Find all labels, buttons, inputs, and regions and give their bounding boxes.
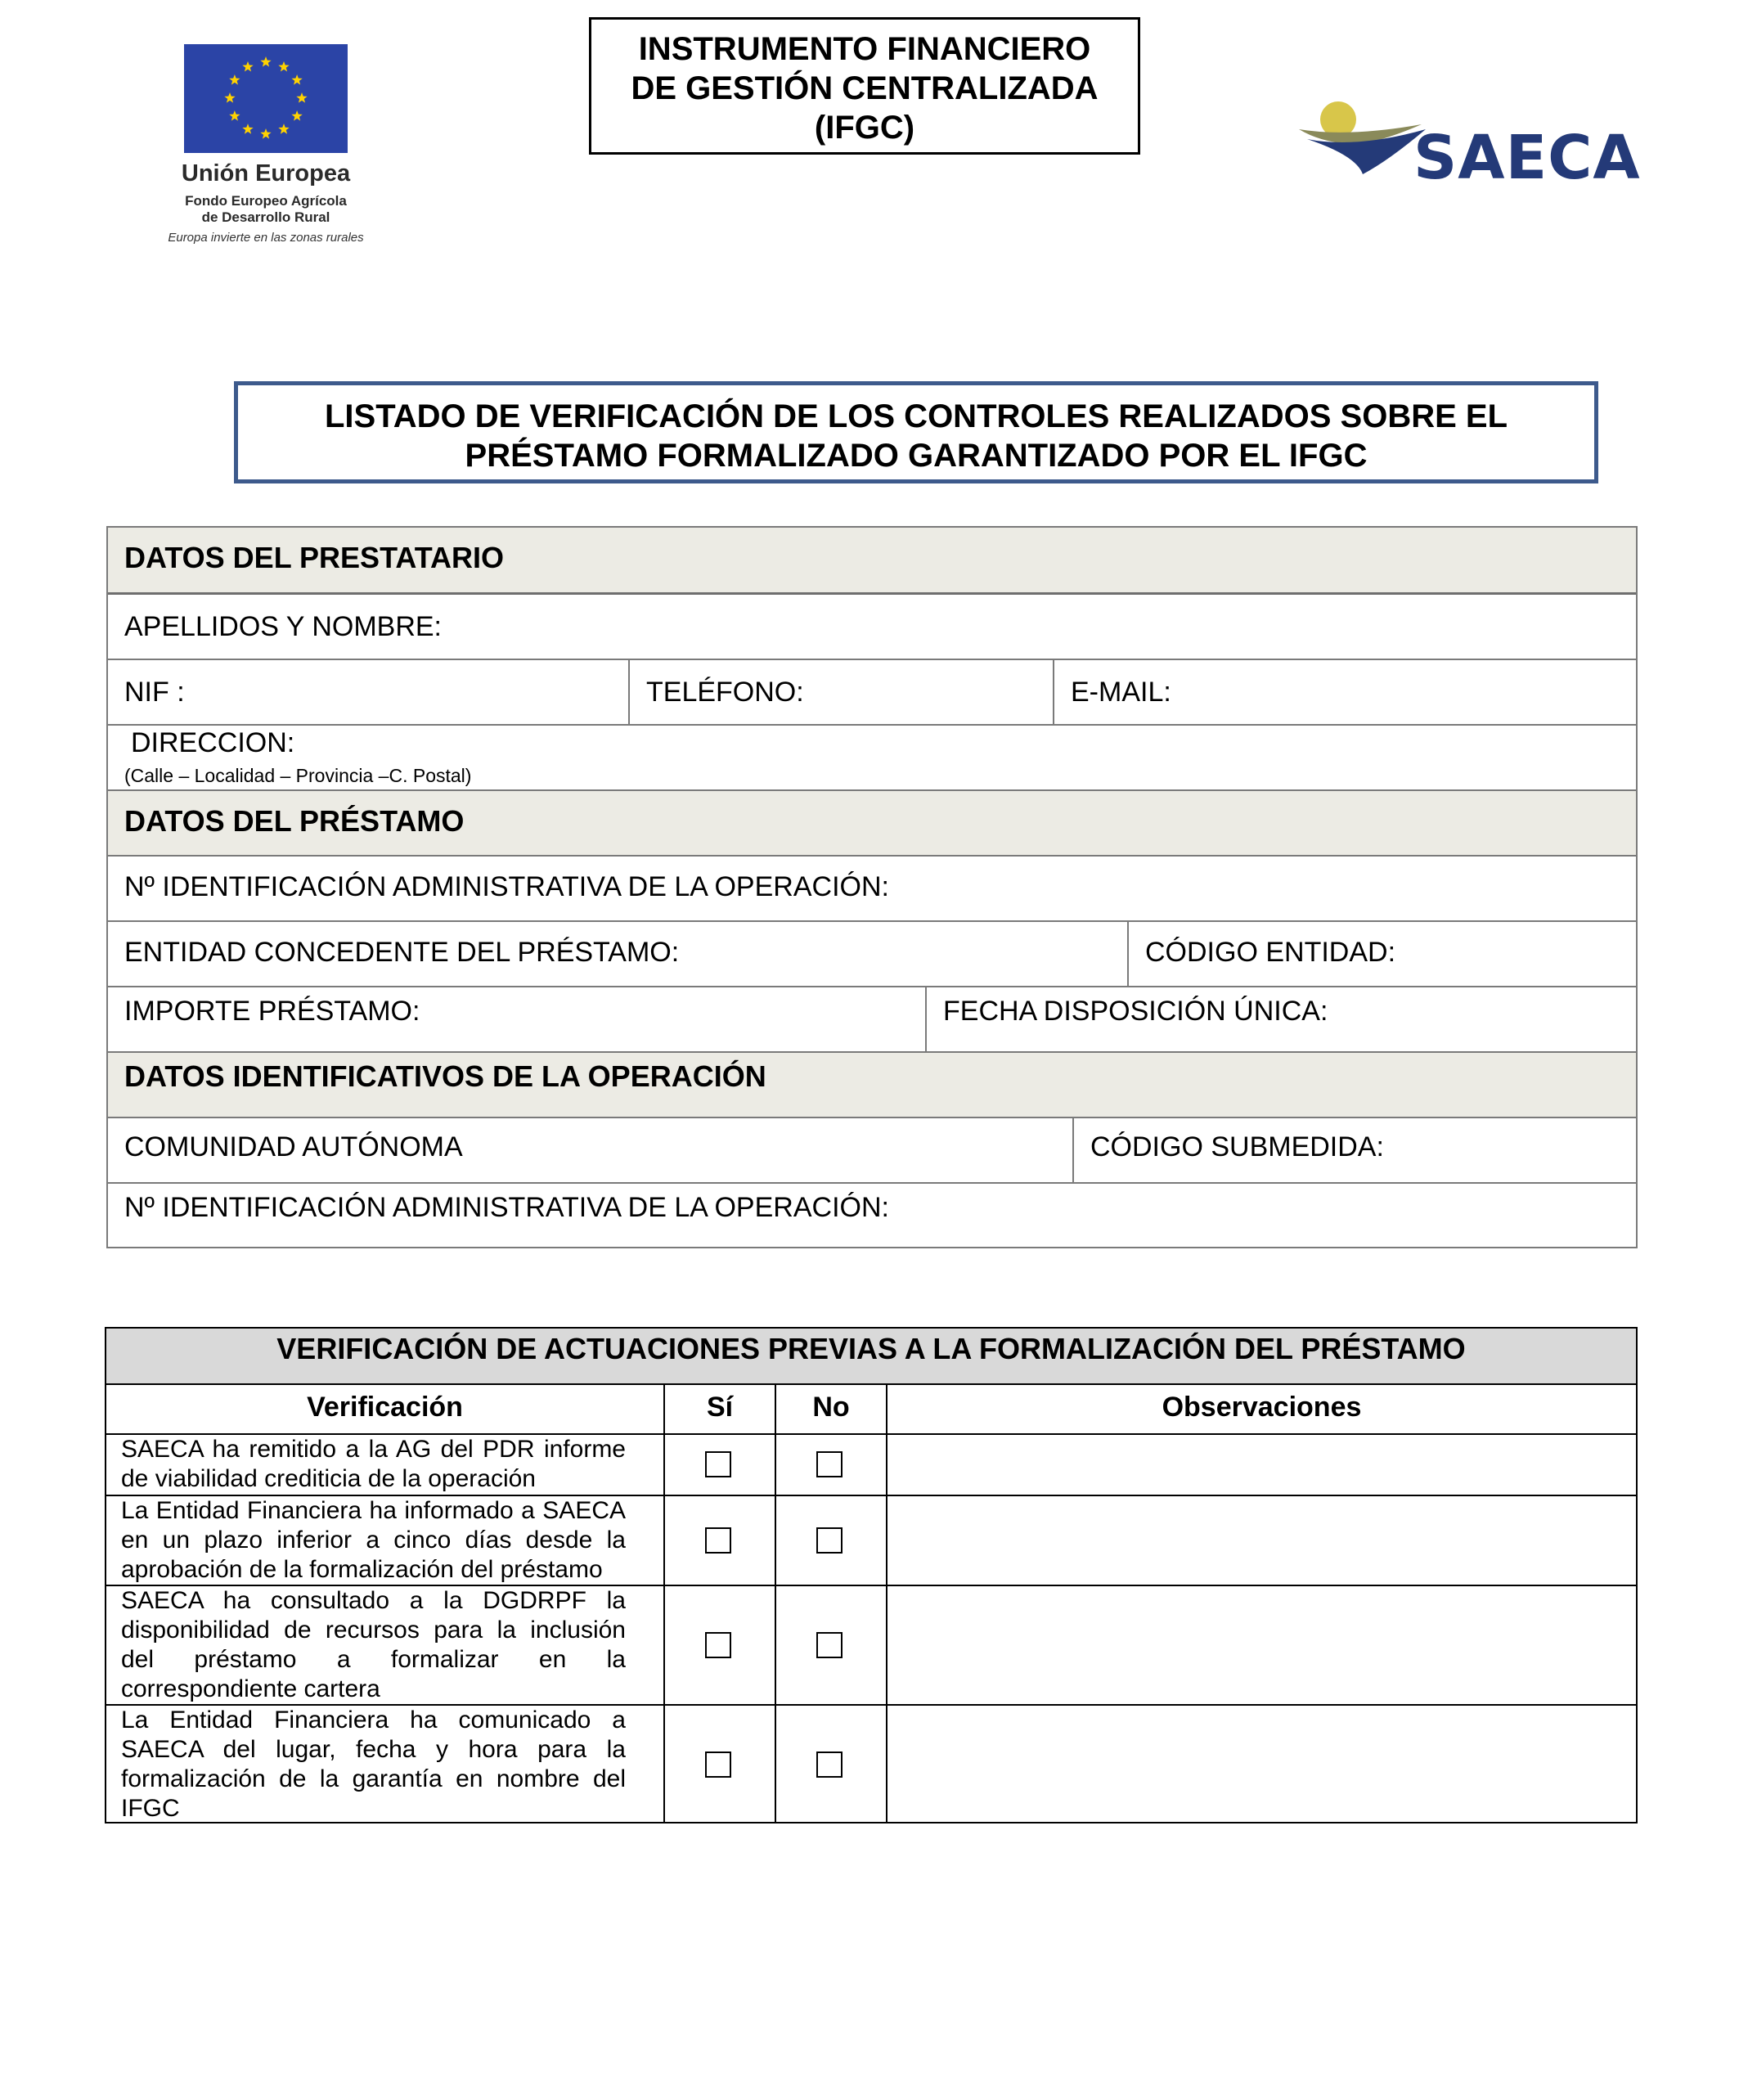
- eu-star-icon: [260, 56, 271, 67]
- field-codigo-entidad[interactable]: [1127, 922, 1636, 986]
- section-prestatario: [108, 528, 1636, 595]
- eu-flag-icon: [184, 44, 348, 153]
- checkbox-si[interactable]: [705, 1451, 731, 1477]
- instrument-title-line3: (IFGC): [814, 110, 915, 146]
- table-row: [106, 1586, 1636, 1706]
- checkbox-no[interactable]: [816, 1527, 843, 1554]
- checkbox-si[interactable]: [705, 1527, 731, 1554]
- verification-text-line: SAECA ha consultado a la DGDRPF la: [121, 1587, 626, 1614]
- field-id-admin-operacion[interactable]: [108, 1184, 1636, 1247]
- instrument-title-box: [589, 17, 1140, 155]
- verification-text: [121, 1435, 626, 1494]
- saeca-logo: [1299, 97, 1642, 195]
- row-contacto: [108, 660, 1636, 726]
- section-prestamo: [108, 791, 1636, 857]
- verification-table-header-row: [106, 1385, 1636, 1435]
- field-telefono[interactable]: [628, 660, 1053, 724]
- table-row: [106, 1706, 1636, 1822]
- section-operacion: [108, 1053, 1636, 1118]
- instrument-title-line2: DE GESTIÓN CENTRALIZADA: [631, 70, 1099, 106]
- field-direccion-hint: (Calle – Localidad – Provincia –C. Postal): [124, 765, 472, 786]
- eu-logo-fund-line2: de Desarrollo Rural: [201, 209, 330, 225]
- verification-text-line: disponibilidad de recursos para la inclusión: [121, 1617, 626, 1644]
- verification-text-line: aprobación de la formalización del préstamo: [121, 1556, 603, 1583]
- field-codigo-submedida-label: CÓDIGO SUBMEDIDA:: [1090, 1131, 1384, 1162]
- observaciones-cell[interactable]: [886, 1435, 1636, 1495]
- field-comunidad[interactable]: [108, 1118, 1072, 1182]
- table-row: [106, 1435, 1636, 1496]
- section-prestatario-heading: DATOS DEL PRESTATARIO: [124, 541, 505, 574]
- field-direccion[interactable]: [108, 726, 1636, 791]
- eu-star-icon: [242, 61, 253, 72]
- eu-star-icon: [278, 124, 289, 134]
- field-telefono-label: TELÉFONO:: [646, 677, 804, 708]
- field-id-admin-operacion-label: Nº IDENTIFICACIÓN ADMINISTRATIVA DE LA OPERACIÓN:: [124, 1192, 889, 1223]
- eu-logo-tagline: Europa invierte en las zonas rurales: [168, 231, 364, 245]
- column-header-si: Sí: [706, 1392, 734, 1423]
- eu-star-icon: [229, 74, 240, 85]
- verification-text-line: La Entidad Financiera ha informado a SAECA: [121, 1497, 626, 1524]
- document-title-line1: LISTADO DE VERIFICACIÓN DE LOS CONTROLES REALIZADOS SOBRE EL: [325, 398, 1508, 434]
- verification-text-line: en un plazo inferior a cinco días desde la: [121, 1527, 626, 1554]
- field-comunidad-label: COMUNIDAD AUTÓNOMA: [124, 1131, 463, 1162]
- field-importe-label: IMPORTE PRÉSTAMO:: [124, 996, 420, 1027]
- verification-text-line: formalización de la garantía en nombre del: [121, 1765, 626, 1792]
- checkbox-si[interactable]: [705, 1751, 731, 1778]
- section-prestamo-heading: DATOS DEL PRÉSTAMO: [124, 804, 465, 838]
- field-entidad-label: ENTIDAD CONCEDENTE DEL PRÉSTAMO:: [124, 937, 680, 968]
- field-codigo-submedida[interactable]: [1072, 1118, 1636, 1182]
- eu-logo-fund-line1: Fondo Europeo Agrícola: [185, 193, 347, 209]
- verification-text: [121, 1586, 626, 1704]
- verification-text-line: SAECA del lugar, fecha y hora para la: [121, 1736, 626, 1763]
- verification-text: [121, 1496, 626, 1585]
- checkbox-no[interactable]: [816, 1632, 843, 1658]
- instrument-title-line1: INSTRUMENTO FINANCIERO: [638, 31, 1091, 67]
- field-nif[interactable]: [108, 660, 628, 724]
- verification-table-title: VERIFICACIÓN DE ACTUACIONES PREVIAS A LA FORMALIZACIÓN DEL PRÉSTAMO: [276, 1332, 1466, 1365]
- field-id-admin-prestamo[interactable]: [108, 857, 1636, 922]
- observaciones-cell[interactable]: [886, 1586, 1636, 1704]
- row-importe: [108, 987, 1636, 1053]
- column-header-verificacion: Verificación: [307, 1392, 463, 1423]
- observaciones-cell[interactable]: [886, 1496, 1636, 1585]
- section-operacion-heading: DATOS IDENTIFICATIVOS DE LA OPERACIÓN: [124, 1059, 766, 1093]
- eu-logo: [164, 43, 376, 247]
- field-id-admin-prestamo-label: Nº IDENTIFICACIÓN ADMINISTRATIVA DE LA OPERACIÓN:: [124, 871, 889, 902]
- eu-star-icon: [291, 110, 302, 121]
- verification-table: [105, 1327, 1638, 1823]
- eu-logo-fund: [172, 193, 360, 226]
- row-entidad: [108, 922, 1636, 987]
- field-nombre-label: APELLIDOS Y NOMBRE:: [124, 611, 442, 642]
- observaciones-cell[interactable]: [886, 1706, 1636, 1822]
- checkbox-no[interactable]: [816, 1451, 843, 1477]
- eu-star-icon: [291, 74, 302, 85]
- eu-star-icon: [278, 61, 289, 72]
- field-nif-label: NIF :: [124, 677, 185, 708]
- eu-star-icon: [242, 124, 253, 134]
- saeca-logo-text: SAECA: [1413, 123, 1641, 193]
- verification-text-line: de viabilidad crediticia de la operación: [121, 1465, 536, 1492]
- eu-star-icon: [229, 110, 240, 121]
- document-title-line2: PRÉSTAMO FORMALIZADO GARANTIZADO POR EL IFGC: [465, 438, 1368, 474]
- field-importe[interactable]: [108, 987, 925, 1051]
- field-codigo-entidad-label: CÓDIGO ENTIDAD:: [1145, 937, 1396, 968]
- column-header-no: No: [812, 1392, 850, 1423]
- eu-star-icon: [224, 92, 235, 103]
- field-nombre[interactable]: [108, 595, 1636, 660]
- document-title: [234, 381, 1598, 483]
- field-email[interactable]: [1053, 660, 1636, 724]
- verification-text-line: SAECA ha remitido a la AG del PDR informe: [121, 1436, 626, 1463]
- field-fecha-disposicion-label: FECHA DISPOSICIÓN ÚNICA:: [943, 996, 1328, 1027]
- verification-text-line: del préstamo a formalizar en la: [121, 1646, 626, 1673]
- field-email-label: E-MAIL:: [1071, 677, 1171, 708]
- table-row: [106, 1496, 1636, 1586]
- verification-text: [121, 1706, 626, 1823]
- checkbox-no[interactable]: [816, 1751, 843, 1778]
- saeca-swoosh-icon: [1299, 97, 1430, 187]
- eu-logo-title: Unión Europea: [181, 160, 351, 187]
- field-entidad[interactable]: [108, 922, 1127, 986]
- verification-text-line: La Entidad Financiera ha comunicado a: [121, 1707, 626, 1734]
- checkbox-si[interactable]: [705, 1632, 731, 1658]
- eu-star-icon: [260, 128, 271, 139]
- verification-table-title-row: [106, 1329, 1636, 1385]
- field-direccion-label: DIRECCION:: [131, 727, 295, 758]
- eu-star-icon: [296, 92, 307, 103]
- verification-text-line: correspondiente cartera: [121, 1675, 380, 1702]
- field-fecha-disposicion[interactable]: [925, 987, 1636, 1051]
- loan-data-form: [106, 526, 1638, 1248]
- row-comunidad: [108, 1118, 1636, 1184]
- column-header-observaciones: Observaciones: [1162, 1392, 1362, 1423]
- verification-text-line: IFGC: [121, 1795, 180, 1822]
